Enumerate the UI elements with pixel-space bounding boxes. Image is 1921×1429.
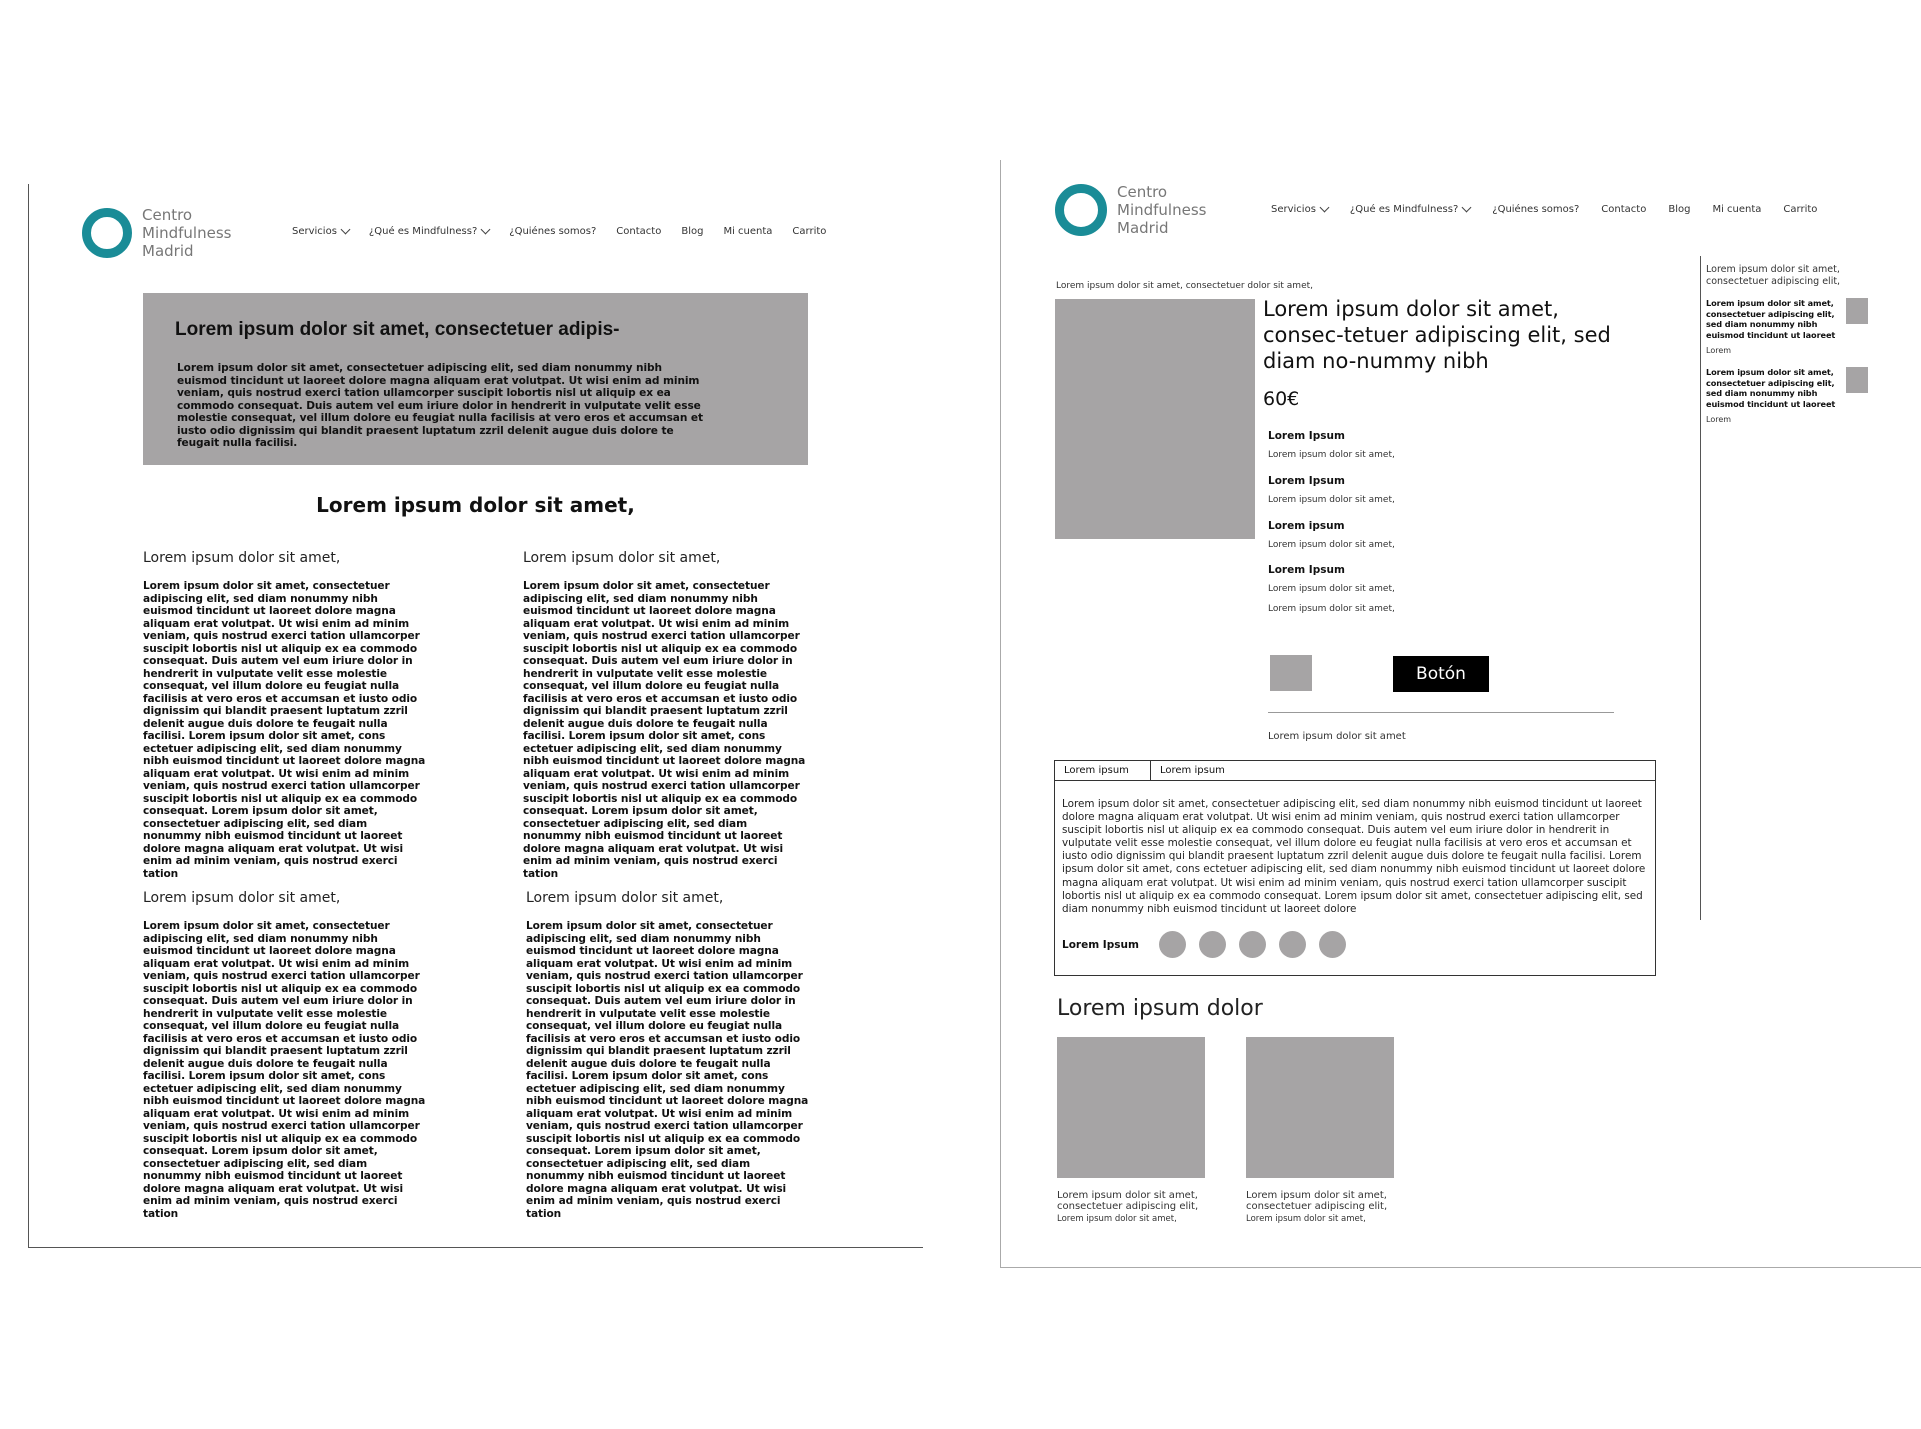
spec-value: Lorem ipsum dolor sit amet, — [1268, 540, 1395, 550]
spec-label: Lorem Ipsum — [1268, 475, 1345, 487]
nav-label: ¿Qué es Mindfulness? — [368, 226, 478, 237]
nav-blog[interactable] — [681, 226, 703, 237]
hero-body: Lorem ipsum dolor sit amet, consectetuer adipiscing elit, sed diam nonummy nibh euismod tincidunt ut laoreet dolore magna aliquam erat volutpat. Ut wisi enim ad minim veniam, quis nostrud exerci tation ullamcorper suscipit lobortis nisl ut aliquip ex ea commodo consequat. Duis autem vel eum iriure dolor in hendrerit in vulputate velit esse molestie consequat, vel illum dolore eu feugiat nulla facilisis at vero eros et accumsan et iusto odio dignissim qui blandit praesent luptatum zzril delenit augue duis dolore te feugait nulla facilisi. — [177, 362, 703, 449]
right-logo[interactable] — [1055, 183, 1206, 237]
logo-line-2: Mindfulness — [1117, 201, 1207, 219]
sidebar-divider — [1700, 256, 1701, 920]
product-title: Lorem ipsum dolor sit amet, consec-tetuer adipiscing elit, sed diam no-nummy nibh — [1263, 297, 1611, 373]
nav-cuenta[interactable] — [1712, 204, 1761, 215]
column-body: Lorem ipsum dolor sit amet, consectetuer adipiscing elit, sed diam nonummy nibh euismod tincidunt ut laoreet dolore magna aliquam erat volutpat. Ut wisi enim ad minim veniam, quis nostrud exerci tation ullamcorper suscipit lobortis nisl ut aliquip ex ea commodo consequat. Duis autem vel eum iriure dolor in hendrerit in vulputate velit esse molestie consequat, vel illum dolore eu feugiat nulla facilisis at vero eros et accumsan et iusto odio dignissim qui blandit praesent luptatum zzril delenit augue duis dolore te feugait nulla facilisi. Lorem ipsum dolor sit amet, cons ectetuer adipiscing elit, sed diam nonummy nibh euismod tincidunt ut laoreet dolore magna aliquam erat volutpat. Ut wisi enim ad minim veniam, quis nostrud exerci tation ullamcorper suscipit lobortis nisl ut aliquip ex ea commodo consequat. Lorem ipsum dolor sit amet, consectetuer adipiscing elit, sed diam nonummy nibh euismod tincidunt ut laoreet dolore magna aliquam erat volutpat. Ut wisi enim ad minim veniam, quis nostrud exerci tation — [143, 580, 426, 880]
right-nav — [1271, 204, 1817, 215]
tab-2[interactable]: Lorem ipsum — [1151, 761, 1655, 781]
sidebar-item-link[interactable]: Lorem — [1706, 346, 1732, 355]
add-to-cart-button[interactable]: Botón — [1393, 656, 1489, 692]
breadcrumb[interactable]: Lorem ipsum dolor sit amet, consectetuer dolor sit amet, — [1056, 281, 1314, 291]
chevron-down-icon — [340, 225, 350, 235]
nav-label: Carrito — [792, 226, 827, 237]
nav-blog[interactable] — [1668, 204, 1690, 215]
nav-label: Contacto — [1601, 204, 1647, 215]
left-logo[interactable] — [82, 206, 231, 260]
sidebar-heading: Lorem ipsum dolor sit amet, consectetuer adipiscing elit, — [1706, 264, 1841, 287]
tab-body: Lorem ipsum dolor sit amet, consectetuer adipiscing elit, sed diam nonummy nibh euismod tincidunt ut laoreet dolore magna aliquam erat volutpat. Ut wisi enim ad minim veniam, quis nostrud exerci tation ullamcorper suscipit lobortis nisl ut aliquip ex ea commodo consequat. Duis autem vel eum iriure dolor in hendrerit in vulputate velit esse molestie consequat, vel illum dolore eu feugiat nulla facilisis at vero eros et accumsan et iusto odio dignissim qui blandit praesent luptatum zzril delenit augue duis dolore te feugait nulla facilisi. Lorem ipsum dolor sit amet, cons ectetuer adipiscing elit, sed diam nonummy nibh euismod tincidunt ut laoreet dolore magna aliquam erat volutpat. Ut wisi enim ad minim veniam, quis nostrud exerci tation ullamcorper suscipit lobortis nisl ut aliquip ex ea commodo consequat. Lorem ipsum dolor sit amet, consectetuer adipiscing elit, sed diam nonummy nibh euismod tincidunt ut laoreet dolore — [1062, 798, 1646, 915]
logo-ring-icon — [82, 208, 132, 258]
nav-carrito[interactable] — [1783, 204, 1817, 215]
column-block-4 — [526, 890, 811, 1220]
nav-label: Mi cuenta — [1712, 204, 1762, 215]
section-title: Lorem ipsum dolor sit amet, — [316, 493, 635, 517]
column-heading: Lorem ipsum dolor sit amet, — [143, 890, 341, 906]
rating-label: Lorem Ipsum — [1062, 938, 1139, 951]
rating-dot[interactable] — [1319, 931, 1346, 958]
sidebar-item[interactable] — [1706, 367, 1871, 424]
logo-line-3: Madrid — [142, 242, 194, 260]
sidebar-item-text: Lorem ipsum dolor sit amet, consectetuer adipiscing elit, sed diam nonummy nibh euismod tincidunt ut laoreet — [1706, 298, 1836, 340]
spec-value: Lorem ipsum dolor sit amet, — [1268, 604, 1395, 614]
nav-label: Servicios — [1271, 204, 1316, 215]
nav-label: Blog — [1668, 204, 1691, 215]
related-line: consectetuer adipiscing elit, — [1057, 1201, 1199, 1212]
divider — [1268, 712, 1614, 713]
nav-cuenta[interactable] — [723, 226, 772, 237]
chevron-down-icon — [481, 225, 491, 235]
spec-value: Lorem ipsum dolor sit amet, — [1268, 495, 1395, 505]
column-block-1 — [143, 550, 428, 880]
hero-banner — [143, 293, 808, 465]
sidebar-item-text: Lorem ipsum dolor sit amet, consectetuer adipiscing elit, sed diam nonummy nibh euismod tincidunt ut laoreet — [1706, 367, 1836, 409]
sidebar-item[interactable] — [1706, 298, 1871, 355]
nav-label: Carrito — [1783, 204, 1818, 215]
column-body: Lorem ipsum dolor sit amet, consectetuer adipiscing elit, sed diam nonummy nibh euismod tincidunt ut laoreet dolore magna aliquam erat volutpat. Ut wisi enim ad minim veniam, quis nostrud exerci tation ullamcorper suscipit lobortis nisl ut aliquip ex ea commodo consequat. Duis autem vel eum iriure dolor in hendrerit in vulputate velit esse molestie consequat, vel illum dolore eu feugiat nulla facilisis at vero eros et accumsan et iusto odio dignissim qui blandit praesent luptatum zzril delenit augue duis dolore te feugait nulla facilisi. Lorem ipsum dolor sit amet, cons ectetuer adipiscing elit, sed diam nonummy nibh euismod tincidunt ut laoreet dolore magna aliquam erat volutpat. Ut wisi enim ad minim veniam, quis nostrud exerci tation ullamcorper suscipit lobortis nisl ut aliquip ex ea commodo consequat. Lorem ipsum dolor sit amet, consectetuer adipiscing elit, sed diam nonummy nibh euismod tincidunt ut laoreet dolore magna aliquam erat volutpat. Ut wisi enim ad minim veniam, quis nostrud exerci tation — [143, 920, 426, 1220]
spec-label: Lorem Ipsum — [1268, 564, 1345, 576]
logo-line-2: Mindfulness — [142, 224, 232, 242]
column-body: Lorem ipsum dolor sit amet, consectetuer adipiscing elit, sed diam nonummy nibh euismod tincidunt ut laoreet dolore magna aliquam erat volutpat. Ut wisi enim ad minim veniam, quis nostrud exerci tation ullamcorper suscipit lobortis nisl ut aliquip ex ea commodo consequat. Duis autem vel eum iriure dolor in hendrerit in vulputate velit esse molestie consequat, vel illum dolore eu feugiat nulla facilisis at vero eros et accumsan et iusto odio dignissim qui blandit praesent luptatum zzril delenit augue duis dolore te feugait nulla facilisi. Lorem ipsum dolor sit amet, cons ectetuer adipiscing elit, sed diam nonummy nibh euismod tincidunt ut laoreet dolore magna aliquam erat volutpat. Ut wisi enim ad minim veniam, quis nostrud exerci tation ullamcorper suscipit lobortis nisl ut aliquip ex ea commodo consequat. Lorem ipsum dolor sit amet, consectetuer adipiscing elit, sed diam nonummy nibh euismod tincidunt ut laoreet dolore magna aliquam erat volutpat. Ut wisi enim ad minim veniam, quis nostrud exerci tation — [526, 920, 809, 1220]
nav-quienes[interactable] — [509, 226, 596, 237]
nav-label: Blog — [681, 226, 704, 237]
rating-dot[interactable] — [1279, 931, 1306, 958]
tabs-panel — [1054, 760, 1656, 976]
below-rule-text: Lorem ipsum dolor sit amet — [1268, 731, 1406, 742]
column-block-2 — [523, 550, 808, 880]
related-line: Lorem ipsum dolor sit amet, — [1246, 1190, 1387, 1201]
related-line: consectetuer adipiscing elit, — [1246, 1201, 1388, 1212]
nav-label: Servicios — [292, 226, 337, 237]
nav-label: ¿Qué es Mindfulness? — [1349, 204, 1459, 215]
related-image — [1246, 1037, 1394, 1178]
related-image — [1057, 1037, 1205, 1178]
nav-contacto[interactable] — [616, 226, 661, 237]
spec-label: Lorem Ipsum — [1268, 430, 1345, 442]
nav-label: ¿Quiénes somos? — [509, 226, 597, 237]
logo-ring-icon — [1055, 184, 1107, 236]
column-heading: Lorem ipsum dolor sit amet, — [523, 550, 721, 566]
chevron-down-icon — [1319, 203, 1329, 213]
logo-text — [1117, 183, 1206, 237]
nav-carrito[interactable] — [792, 226, 826, 237]
sidebar — [1706, 264, 1871, 424]
nav-servicios[interactable] — [292, 226, 349, 237]
nav-mindfulness[interactable] — [1350, 204, 1470, 215]
spec-label: Lorem ipsum — [1268, 520, 1345, 532]
product-specs — [1268, 430, 1598, 614]
rating-dot[interactable] — [1199, 931, 1226, 958]
column-heading: Lorem ipsum dolor sit amet, — [526, 890, 724, 906]
logo-line-1: Centro — [1117, 183, 1168, 201]
nav-quienes[interactable] — [1492, 204, 1579, 215]
logo-line-3: Madrid — [1117, 219, 1169, 237]
nav-label: Contacto — [616, 226, 662, 237]
related-line: Lorem ipsum dolor sit amet, — [1057, 1214, 1177, 1224]
related-card-2[interactable] — [1246, 1037, 1396, 1224]
tab-bar — [1055, 761, 1655, 781]
logo-line-1: Centro — [142, 206, 193, 224]
spec-value: Lorem ipsum dolor sit amet, — [1268, 450, 1395, 460]
chevron-down-icon — [1462, 203, 1472, 213]
sidebar-item-link[interactable]: Lorem — [1706, 415, 1732, 424]
related-title: Lorem ipsum dolor — [1057, 996, 1263, 1021]
spec-value: Lorem ipsum dolor sit amet, — [1268, 584, 1395, 594]
nav-servicios[interactable] — [1271, 204, 1328, 215]
column-block-3 — [143, 890, 428, 1220]
quantity-box[interactable] — [1270, 655, 1312, 691]
column-body: Lorem ipsum dolor sit amet, consectetuer adipiscing elit, sed diam nonummy nibh euismod tincidunt ut laoreet dolore magna aliquam erat volutpat. Ut wisi enim ad minim veniam, quis nostrud exerci tation ullamcorper suscipit lobortis nisl ut aliquip ex ea commodo consequat. Duis autem vel eum iriure dolor in hendrerit in vulputate velit esse molestie consequat, vel illum dolore eu feugiat nulla facilisis at vero eros et accumsan et iusto odio dignissim qui blandit praesent luptatum zzril delenit augue duis dolore te feugait nulla facilisi. Lorem ipsum dolor sit amet, cons ectetuer adipiscing elit, sed diam nonummy nibh euismod tincidunt ut laoreet dolore magna aliquam erat volutpat. Ut wisi enim ad minim veniam, quis nostrud exerci tation ullamcorper suscipit lobortis nisl ut aliquip ex ea commodo consequat. Lorem ipsum dolor sit amet, consectetuer adipiscing elit, sed diam nonummy nibh euismod tincidunt ut laoreet dolore magna aliquam erat volutpat. Ut wisi enim ad minim veniam, quis nostrud exerci tation — [523, 580, 806, 880]
rating-dot[interactable] — [1159, 931, 1186, 958]
product-image — [1055, 299, 1255, 539]
related-line: Lorem ipsum dolor sit amet, — [1057, 1190, 1198, 1201]
nav-mindfulness[interactable] — [369, 226, 489, 237]
nav-label: ¿Quiénes somos? — [1492, 204, 1580, 215]
related-line: Lorem ipsum dolor sit amet, — [1246, 1214, 1366, 1224]
sidebar-item-thumb — [1846, 298, 1868, 324]
tab-1[interactable]: Lorem ipsum — [1055, 761, 1151, 781]
nav-contacto[interactable] — [1601, 204, 1646, 215]
related-card-1[interactable] — [1057, 1037, 1207, 1224]
column-heading: Lorem ipsum dolor sit amet, — [143, 550, 341, 566]
product-price: 60€ — [1263, 388, 1300, 410]
logo-text — [142, 206, 231, 260]
sidebar-item-thumb — [1846, 367, 1868, 393]
rating-row — [1062, 931, 1359, 958]
rating-dot[interactable] — [1239, 931, 1266, 958]
hero-title: Lorem ipsum dolor sit amet, consectetuer adipis- — [175, 319, 620, 340]
nav-label: Mi cuenta — [723, 226, 773, 237]
left-nav — [292, 226, 826, 237]
